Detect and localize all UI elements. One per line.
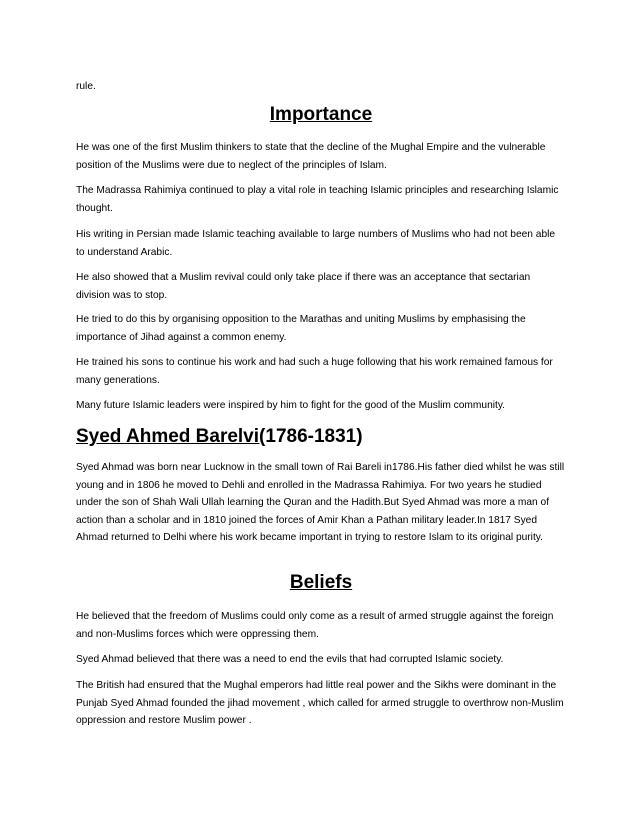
barelvi-paragraph: Syed Ahmad was born near Lucknow in the small town of Rai Bareli in1786.His father died whilst he was still young and in 1806 he moved to Dehli and enrolled in the Madrassa Rahimiya. For two years he studied under the son of Shah Wali Ullah learning the Quran and the Hadith.But Syed Ahmad was more a man of action than a scholar and in 1810 joined the forces of Amir Khan a Pathan military leader.In 1817 Syed Ahmad returned to Delhi where his work became important in trying to restore Islam to its original purity. [76, 462, 565, 543]
top-fragment: rule. [76, 81, 96, 92]
beliefs-heading: Beliefs [289, 572, 353, 593]
importance-paragraph-7: Many future Islamic leaders were inspired by him to fight for the good of the Muslim community. [76, 400, 505, 411]
importance-paragraph-3: His writing in Persian made Islamic teaching available to large numbers of Muslims who had not been able to understand Arabic. [76, 229, 556, 258]
barelvi-heading-name: Syed Ahmed Barelvi( [76, 426, 266, 447]
importance-paragraph-2: The Madrassa Rahimiya continued to play a vital role in teaching Islamic principles and researching Islamic thought. [76, 185, 559, 214]
beliefs-paragraph-2: Syed Ahmad believed that there was a need to end the evils that had corrupted Islamic society. [76, 654, 504, 665]
barelvi-heading-dates: 1786-1831) [265, 426, 363, 447]
beliefs-paragraph-3: The British had ensured that the Mughal emperors had little real power and the Sikhs were dominant in the Punjab Syed Ahmad founded the jihad movement , which called for armed struggle to overthrow non-Muslim oppression and restore Muslim power . [76, 680, 564, 726]
importance-paragraph-5: He tried to do this by organising opposition to the Marathas and uniting Muslims by emphasising the importance of Jihad against a common enemy. [76, 314, 526, 343]
importance-paragraph-4: He also showed that a Muslim revival could only take place if there was an acceptance that sectarian division was to stop. [76, 272, 531, 301]
importance-paragraph-1: He was one of the first Muslim thinkers to state that the decline of the Mughal Empire and the vulnerable position of the Muslims were due to neglect of the principles of Islam. [76, 142, 546, 171]
importance-heading: Importance [269, 104, 373, 125]
importance-paragraph-6: He trained his sons to continue his work and had such a huge following that his work remained famous for many generations. [76, 357, 553, 386]
beliefs-paragraph-1: He believed that the freedom of Muslims could only come as a result of armed struggle against the foreign and non-Muslims forces which were oppressing them. [76, 611, 554, 640]
barelvi-heading [76, 426, 566, 448]
